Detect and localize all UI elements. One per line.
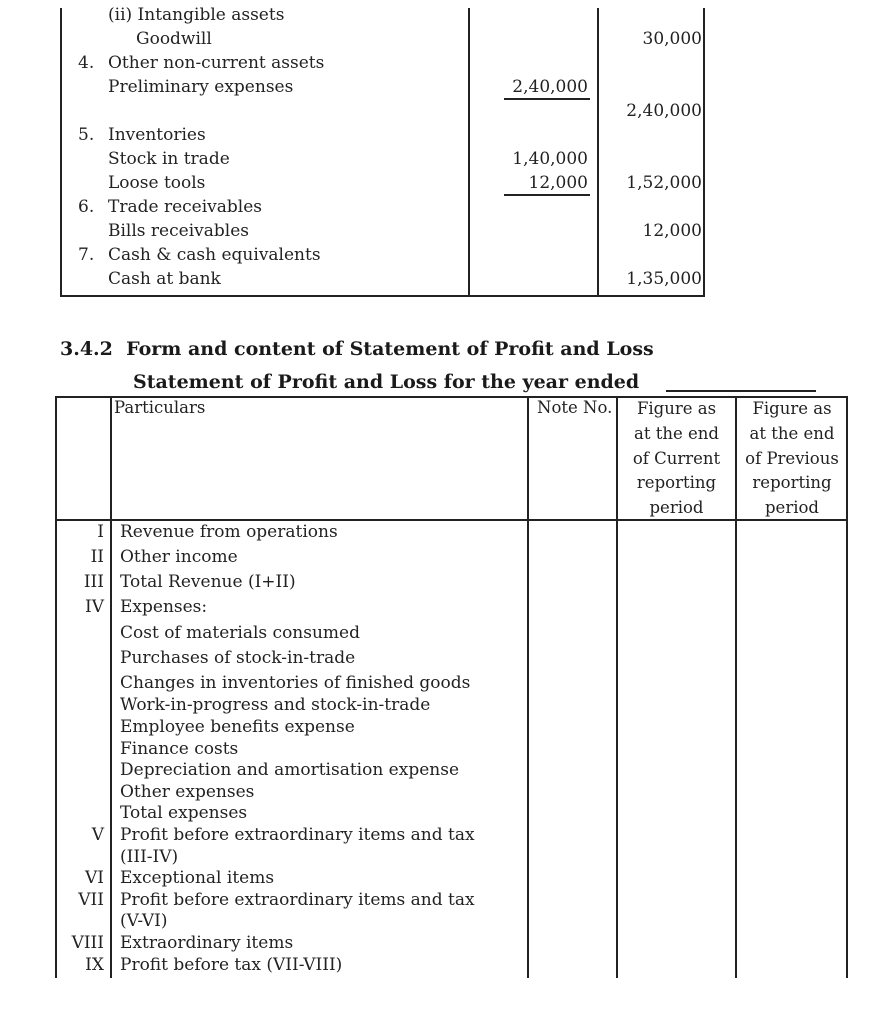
pl-num-divider xyxy=(110,396,112,978)
row-label: Profit before extraordinary items and tax xyxy=(120,825,475,845)
row-numeral: II xyxy=(90,547,104,567)
row-numeral: VII xyxy=(78,890,104,910)
row-numeral: V xyxy=(91,825,104,845)
row-label: Exceptional items xyxy=(120,868,275,888)
row-label: Employee benefits expense xyxy=(120,717,355,737)
current-header-line: Figure as xyxy=(636,399,717,418)
current-header-line: period xyxy=(649,498,704,517)
previous-header-line: of Previous xyxy=(745,449,839,468)
note-no-header: Note No. xyxy=(537,398,613,417)
row-label: Cost of materials consumed xyxy=(120,623,360,643)
previous-header-line: period xyxy=(765,498,819,517)
balance-label: Loose tools xyxy=(108,173,206,193)
balance-label: Cash & cash equivalents xyxy=(108,245,321,265)
underline-loose-tools xyxy=(504,194,590,196)
balance-col1-value: 12,000 xyxy=(528,173,588,193)
balance-num: 7. xyxy=(78,245,95,265)
current-header-line: at the end xyxy=(634,424,719,443)
row-label: Profit before tax (VII-VIII) xyxy=(120,955,343,975)
balance-label: Stock in trade xyxy=(108,149,230,169)
pl-header-bottom-border xyxy=(55,519,848,521)
balance-num: 6. xyxy=(78,197,95,217)
balance-col2-value: 30,000 xyxy=(642,29,702,49)
row-label: Extraordinary items xyxy=(120,933,294,953)
row-label: Total expenses xyxy=(120,803,248,823)
row-label: Expenses: xyxy=(120,597,208,617)
row-label: Changes in inventories of finished goods xyxy=(120,673,471,693)
row-numeral: VIII xyxy=(71,933,104,953)
current-header-line: reporting xyxy=(636,473,717,492)
balance-label: (ii) Intangible assets xyxy=(108,5,285,25)
current-header-line: of Current xyxy=(632,449,721,468)
row-label: Other income xyxy=(120,547,238,567)
balance-right-border xyxy=(703,8,705,297)
section-heading: 3.4.2 Form and content of Statement of Profit and Loss xyxy=(60,338,654,360)
row-numeral: I xyxy=(97,522,104,542)
balance-divider-2 xyxy=(597,8,599,297)
balance-label: Other non-current assets xyxy=(108,53,325,73)
row-label: Total Revenue (I+II) xyxy=(120,572,296,592)
row-label: Depreciation and amortisation expense xyxy=(120,760,460,780)
previous-header-line: reporting xyxy=(752,473,832,492)
row-label: Purchases of stock-in-trade xyxy=(120,648,356,668)
balance-col1-value: 1,40,000 xyxy=(512,149,588,169)
row-numeral: VI xyxy=(85,868,104,888)
balance-label: Trade receivables xyxy=(108,197,262,217)
balance-label: Bills receivables xyxy=(108,221,249,241)
balance-col2-value: 1,35,000 xyxy=(626,269,702,289)
underline-preliminary xyxy=(504,98,590,100)
balance-num: 5. xyxy=(78,125,95,145)
row-label: (III-IV) xyxy=(120,847,179,867)
row-label: Work-in-progress and stock-in-trade xyxy=(120,695,431,715)
balance-label: Goodwill xyxy=(136,29,212,49)
balance-bottom-border xyxy=(60,295,705,297)
balance-label: Preliminary expenses xyxy=(108,77,294,97)
balance-label: Inventories xyxy=(108,125,206,145)
row-numeral: III xyxy=(83,572,104,592)
balance-col2-value: 2,40,000 xyxy=(626,101,702,121)
row-numeral: IX xyxy=(85,955,104,975)
balance-col2-value: 1,52,000 xyxy=(626,173,702,193)
row-numeral: IV xyxy=(85,597,104,617)
balance-col1-value: 2,40,000 xyxy=(512,77,588,97)
year-blank-underline xyxy=(666,390,816,392)
previous-header-line: at the end xyxy=(749,424,835,443)
row-label: Revenue from operations xyxy=(120,522,338,542)
balance-num: 4. xyxy=(78,53,95,73)
balance-left-border xyxy=(60,8,62,297)
row-label: Finance costs xyxy=(120,739,239,759)
previous-header-line: Figure as xyxy=(752,399,832,418)
pl-note-divider-left xyxy=(527,396,529,978)
balance-label: Cash at bank xyxy=(108,269,221,289)
row-label: (V-VI) xyxy=(120,911,168,931)
particulars-header: Particulars xyxy=(114,398,206,417)
statement-title: Statement of Profit and Loss for the year ended xyxy=(133,371,640,393)
balance-col2-value: 12,000 xyxy=(642,221,702,241)
row-label: Profit before extraordinary items and tax xyxy=(120,890,475,910)
row-label: Other expenses xyxy=(120,782,255,802)
